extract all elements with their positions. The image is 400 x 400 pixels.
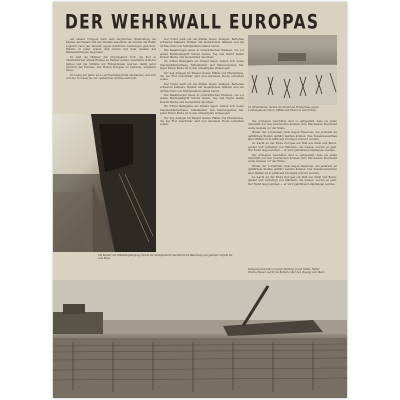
paragraph: So wacht an der Küste Europas ein Wall aus Stahl und Beton, gebaut und verteidigt von Männern, die wissen, worum es geht. Der Feind mag kommen — er wird gebührend empfangen werden.: [248, 142, 337, 153]
coastal-gun-photo: [53, 280, 347, 398]
paragraph: Hinter der vordersten Linie liegen Reserven, die jederzeit an gefährdete Stellen geführt werden können. Das Zusammenwirken aller Waffen ist in zahllosen Übungen erprobt worden.: [248, 164, 337, 175]
paragraph: Wo früher Badegäste am Strand lagen, ziehen sich heute Stacheldrahtverhaue, Minenfelder und Panzersperren hin. Jeder Meter Küste ist in den Abwehrplan einbezogen.: [160, 60, 244, 71]
bunker-photo: [53, 114, 156, 252]
headline: DER WEHRWALL EUROPAS: [65, 11, 320, 34]
coastal-gun-drawing: [53, 280, 347, 398]
bunker-caption: Ein Bunker der Küstenbefestigung. Durch die Schießscharte überblickt die Besatzung das gesamte Vorfeld bis zum Meer.: [98, 254, 233, 260]
paragraph: Der Feind weiß um die Stärke dieser Anlagen. Batterien schweren Kalibers, Bunker mit meterdicken Wänden und ein dichtes Netz von Stützpunkten stehen bereit.: [160, 38, 244, 48]
beach-obstacles-photo: [248, 35, 337, 105]
text-column-left: [66, 38, 156, 112]
paragraph: Es sind die Männer der Organisation Todt, die hier in unermüdlicher Arbeit Bunker an Bunker reihen, Geschütze in Beton betten und die Strände mit Hindernissen sperren, damit jeder Versuch des Feindes, den Boden Europas zu betreten, scheitern muss.: [66, 55, 156, 73]
paragraph: Im Laufe der Jahre ist so ein Festungsgürtel entstanden, der sich von der Nordsee bis zur spanischen Grenze erstreckt.: [66, 73, 156, 81]
beach-obstacles-drawing: [248, 35, 337, 105]
paragraph: Vor den Anlagen im Wasser stehen Pfähle und Hindernisse, die bei Flut unsichtbar sind und landende Boote aufreißen sollen.: [160, 116, 244, 127]
paragraph: Als unsere Truppen nach dem siegreichen Westfeldzug die Küsten des Kanals und des Atlantik besetzten, da wurden die Hafen sogleich nach der Abwehr gegen feindliche Landungen gesichert. Bereits in jener ersten Zeit wurde mit dem Ausbau der Küstenstellungen begonnen.: [66, 38, 156, 55]
paragraph: Hinter der vordersten Linie liegen Reserven, die jederzeit an gefährdete Stellen geführt werden können. Das Zusammenwirken aller Waffen ist in zahllosen Übungen erprobt worden.: [248, 131, 337, 141]
paragraph: Die schweren Geschütze sind so aufgestellt, dass sie jeden Abschnitt der See bestreichen können. Ihre Reichweite überdeckt weite Gebiete vor der Küste.: [248, 120, 337, 130]
paragraph: Wo früher Badegäste am Strand lagen, ziehen sich heute Stacheldrahtverhaue, Minenfelder und Panzersperren hin. Jeder Meter Küste ist in den Abwehrplan einbezogen.: [160, 105, 244, 115]
paragraph: Der Feind weiß um die Stärke dieser Anlagen. Batterien schweren Kalibers, Bunker mit meterdicken Wänden und ein dichtes Netz von Stützpunkten stehen bereit.: [160, 82, 244, 93]
paragraph: Vor den Anlagen im Wasser stehen Pfähle und Hindernisse, die bei Flut unsichtbar sind und landende Boote aufreißen sollen.: [160, 71, 244, 82]
coastal-gun-caption: Schweres Geschütz in seiner Stellung an der Küste. Hinter Drahtverhauen wacht die Batterie über den Zugang vom Meer.: [248, 268, 325, 274]
paragraph: So wacht an der Küste Europas ein Wall aus Stahl und Beton, gebaut und verteidigt von Männern, die wissen, worum es geht. Der Feind mag kommen — er wird gebührend empfangen werden.: [248, 176, 337, 186]
bunker-drawing: [53, 114, 156, 252]
paragraph: Die Besatzungen leben in unterirdischen Räumen, die vor jedem Bombenangriff Schutz bieten. Tag und Nacht halten Posten Wache und beobachten das Meer.: [160, 49, 244, 59]
text-column-middle: [160, 38, 244, 276]
paragraph: Die schweren Geschütze sind so aufgestellt, dass sie jeden Abschnitt der See bestreichen können. Ihre Reichweite überdeckt weite Gebiete vor der Küste.: [248, 153, 337, 164]
beach-obstacles-caption: Im Winterdienst: stehen am Strand die Hindernisse gegen Landungsboote bereit, Pfähle und Eisen bis weit hinaus.: [248, 106, 319, 112]
paragraph: Die Besatzungen leben in unterirdischen Räumen, die vor jedem Bombenangriff Schutz bieten. Tag und Nacht halten Posten Wache und beobachten das Meer.: [160, 94, 244, 104]
text-column-right: [248, 120, 337, 278]
magazine-page: [53, 2, 347, 398]
